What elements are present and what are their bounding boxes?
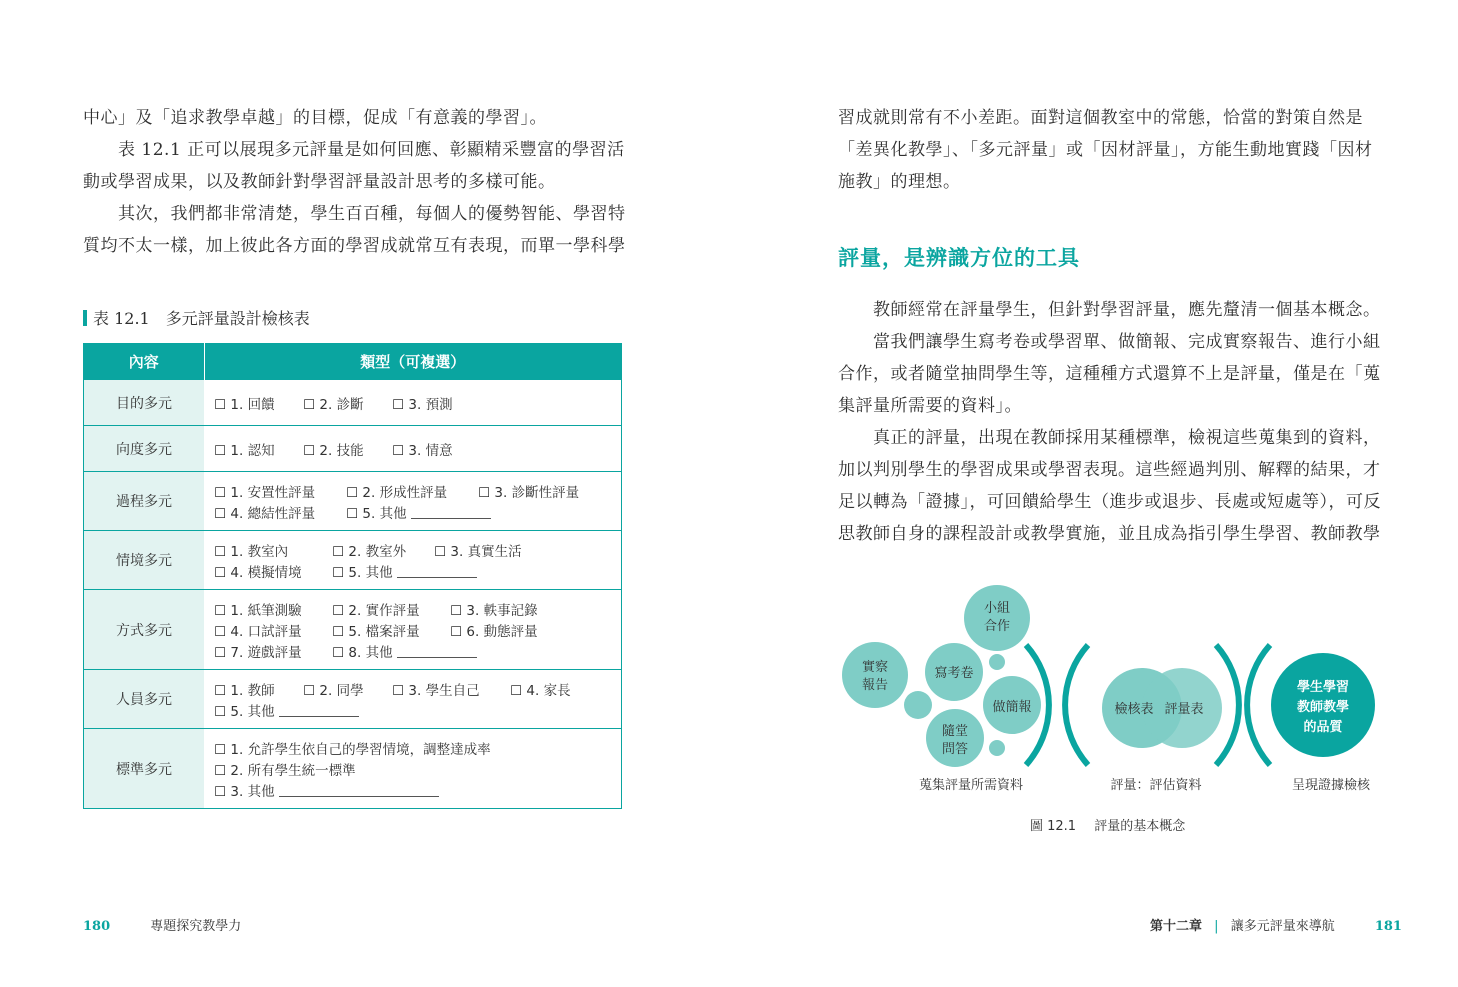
row-options [204, 472, 622, 531]
left-body-text [83, 102, 628, 262]
label-checklist: 檢核表 [1114, 702, 1154, 717]
row-category: 方式多元 [84, 590, 205, 670]
checkbox-option[interactable]: ☐ 2. 診斷 [303, 396, 364, 413]
checkbox-option[interactable]: ☐ 3. 軼事記錄 [450, 602, 538, 619]
checkbox-option[interactable]: ☐ 1. 教師 [214, 682, 275, 699]
table-row [84, 670, 622, 729]
table-row [84, 729, 622, 809]
row-category: 向度多元 [84, 426, 205, 472]
checkbox-option[interactable]: ☐ 1. 認知 [214, 442, 275, 459]
checkbox-option[interactable]: ☐ 3. 預測 [392, 396, 453, 413]
fill-blank[interactable] [411, 504, 491, 519]
right-body-text [838, 294, 1383, 550]
small-dot [989, 740, 1005, 756]
book-title: 專題探究教學力 [150, 919, 242, 934]
fill-blank[interactable] [397, 643, 477, 658]
checkbox-option[interactable]: ☐ 3. 學生自己 [392, 682, 480, 699]
checkbox-option[interactable]: ☐ 4. 模擬情境 [214, 564, 302, 581]
section-heading: 評量，是辨識方位的工具 [838, 245, 1080, 270]
header-type: 類型（可複選） [204, 344, 622, 380]
label-collect-data: 蒐集評量所需資料 [918, 778, 1024, 793]
checkbox-option[interactable]: ☐ 2. 所有學生統一標準 [214, 762, 356, 779]
bracket-left-3 [1247, 645, 1270, 765]
row-options [204, 590, 622, 670]
table-row [84, 426, 622, 472]
table-row [84, 531, 622, 590]
checkbox-option[interactable]: ☐ 1. 允許學生依自己的學習情境，調整達成率 [214, 741, 491, 758]
header-content: 內容 [84, 344, 205, 380]
row-options [204, 380, 622, 426]
checkbox-option[interactable]: ☐ 6. 動態評量 [450, 623, 538, 640]
fill-blank[interactable] [279, 702, 359, 717]
page-number: 180 [83, 919, 111, 934]
label-quiz-1: 隨堂 [941, 724, 969, 739]
checkbox-option[interactable]: ☐ 2. 同學 [303, 682, 364, 699]
checkbox-option[interactable]: ☐ 5. 其他 [214, 703, 275, 720]
checkbox-option[interactable]: ☐ 5. 其他 [332, 564, 393, 581]
checkbox-option[interactable]: ☐ 7. 遊戲評量 [214, 644, 302, 661]
paragraph: 教師經常在評量學生，但針對學習評量，應先釐清一個基本概念。 [873, 300, 1381, 320]
paragraph: 其次，我們都非常清楚，學生百百種，每個人的優勢智能、學習特質均不太一樣，加上彼此各方面的學習成就常互有表現，而單一學科學 [83, 204, 626, 256]
row-category: 情境多元 [84, 531, 205, 590]
checkbox-option[interactable]: ☐ 4. 家長 [510, 682, 571, 699]
checkbox-option[interactable]: ☐ 5. 檔案評量 [332, 623, 420, 640]
paragraph: 真正的評量，出現在教師採用某種標準，檢視這些蒐集到的資料，加以判別學生的學習成果或學習表現。這些經過判別、解釋的結果，才足以轉為「證據」，可回饋給學生（進步或退步、長處或短處等），可反思教師自身的課程設計或教學實施，並且成為指引學生學習、教師教學 [838, 428, 1381, 544]
checkbox-option[interactable]: ☐ 2. 實作評量 [332, 602, 420, 619]
checkbox-option[interactable]: ☐ 2. 形成性評量 [346, 484, 448, 501]
small-dot [989, 654, 1005, 670]
row-options [204, 670, 622, 729]
fill-blank[interactable] [397, 563, 477, 578]
row-category: 目的多元 [84, 380, 205, 426]
figure-caption [1030, 815, 1199, 834]
paragraph: 習成就則常有不小差距。面對這個教室中的常態，恰當的對策自然是「差異化教學」、「多元評量」或「因材評量」，方能生動地實踐「因材施教」的理想。 [838, 108, 1373, 192]
checkbox-option[interactable]: ☐ 1. 紙筆測驗 [214, 602, 302, 619]
checkbox-option[interactable]: ☐ 4. 口試評量 [214, 623, 302, 640]
chapter-title: 讓多元評量來導航 [1230, 919, 1335, 934]
assessment-concept-diagram [836, 580, 1396, 810]
paragraph: 當我們讓學生寫考卷或學習單、做簡報、完成實察報告、進行小組合作，或者隨堂抽問學生等，這種種方式還算不上是評量，僅是在「蒐集評量所需要的資料」。 [838, 332, 1381, 416]
table-row [84, 472, 622, 531]
label-slides: 做簡報 [992, 700, 1032, 715]
paragraph: 中心」及「追求教學卓越」的目標，促成「有意義的學習」。 [83, 108, 547, 128]
page-number: 181 [1374, 919, 1402, 934]
checkbox-option[interactable]: ☐ 3. 情意 [392, 442, 453, 459]
bubble-field-report [842, 642, 908, 708]
table-row [84, 380, 622, 426]
label-report-2: 報告 [861, 678, 889, 693]
small-dot [904, 691, 932, 719]
checkbox-option[interactable]: ☐ 8. 其他 [332, 644, 393, 661]
bracket-left-2 [1065, 645, 1088, 765]
paragraph: 表 12.1 正可以展現多元評量是如何回應、彰顯精采豐富的學習活動或學習成果，以及教師針對學習評量設計思考的多樣可能。 [83, 140, 625, 192]
figure-title: 評量的基本概念 [1094, 819, 1186, 834]
table-number: 表 12.1 [93, 309, 150, 328]
caption-marker [83, 310, 87, 326]
label-report-1: 實察 [861, 660, 889, 675]
row-category: 人員多元 [84, 670, 205, 729]
checkbox-option[interactable]: ☐ 3. 其他 [214, 783, 275, 800]
label-exam: 寫考卷 [934, 666, 974, 681]
row-options [204, 531, 622, 590]
right-body-text-top [838, 102, 1383, 198]
right-footer [1150, 915, 1402, 934]
assessment-checklist-table [83, 343, 622, 809]
figure-number: 圖 12.1 [1030, 819, 1077, 834]
left-footer [83, 915, 241, 934]
label-quality-1: 學生學習 [1296, 680, 1350, 695]
checkbox-option[interactable]: ☐ 3. 診斷性評量 [478, 484, 580, 501]
row-category: 過程多元 [84, 472, 205, 531]
checkbox-option[interactable]: ☐ 5. 其他 [346, 505, 407, 522]
table-title: 多元評量設計檢核表 [165, 309, 310, 328]
label-quiz-2: 問答 [941, 742, 969, 757]
label-group-1: 小組 [983, 601, 1011, 616]
fill-blank[interactable] [279, 782, 439, 797]
row-options [204, 729, 622, 809]
checkbox-option[interactable]: ☐ 2. 教室外 [332, 543, 407, 560]
bubble-group-work [964, 585, 1030, 651]
checkbox-option[interactable]: ☐ 2. 技能 [303, 442, 364, 459]
footer-separator: | [1214, 919, 1219, 934]
label-quality-3: 的品質 [1303, 720, 1343, 735]
checkbox-option[interactable]: ☐ 1. 安置性評量 [214, 484, 316, 501]
row-category: 標準多元 [84, 729, 205, 809]
chapter-number: 第十二章 [1150, 919, 1203, 934]
label-rubric: 評量表 [1164, 702, 1204, 717]
checkbox-option[interactable]: ☐ 1. 回饋 [214, 396, 275, 413]
checkbox-option[interactable]: ☐ 4. 總結性評量 [214, 505, 316, 522]
table-caption [83, 306, 310, 329]
table-row [84, 590, 622, 670]
label-group-2: 合作 [983, 619, 1011, 634]
label-assess-data: 評量：評估資料 [1110, 778, 1202, 793]
label-present-evidence: 呈現證據檢核 [1291, 778, 1371, 793]
checkbox-option[interactable]: ☐ 3. 真實生活 [434, 543, 522, 560]
label-quality-2: 教師教學 [1296, 700, 1350, 715]
row-options [204, 426, 622, 472]
checkbox-option[interactable]: ☐ 1. 教室內 [214, 543, 289, 560]
